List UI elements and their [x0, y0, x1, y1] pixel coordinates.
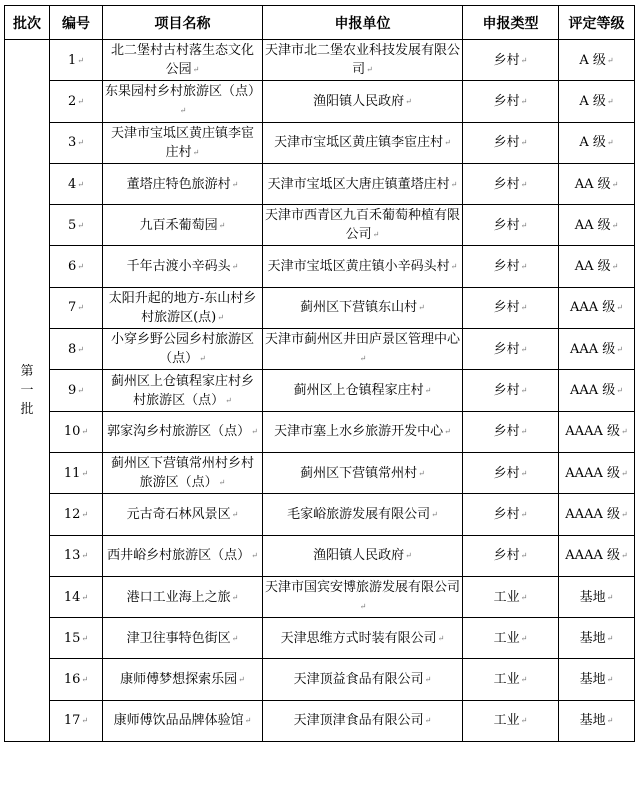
paragraph-mark-icon: ↵ — [520, 551, 528, 561]
row-number-text: 4 — [68, 176, 77, 192]
paragraph-mark-icon: ↵ — [199, 354, 206, 364]
paragraph-mark-icon: ↵ — [77, 96, 84, 106]
applicant-unit — [263, 329, 463, 370]
rating-grade — [559, 40, 635, 81]
rating-grade — [559, 411, 635, 452]
row-number — [50, 205, 103, 246]
applicant-unit — [263, 700, 463, 741]
project-name — [103, 659, 263, 700]
row-number-text: 7 — [68, 300, 77, 316]
rating-grade — [559, 576, 635, 617]
table-row — [5, 535, 635, 576]
table-row — [5, 287, 635, 328]
row-number — [50, 287, 103, 328]
application-type — [463, 659, 559, 700]
paragraph-mark-icon: ↵ — [231, 509, 239, 519]
paragraph-mark-icon: ↵ — [444, 138, 451, 148]
paragraph-mark-icon: ↵ — [231, 592, 239, 602]
rating-grade — [559, 618, 635, 659]
application-type-text: 乡村 — [493, 383, 520, 399]
rating-grade-text: AA 级 — [574, 217, 611, 233]
paragraph-mark-icon: ↵ — [231, 633, 239, 643]
row-number-text: 9 — [68, 383, 77, 399]
paragraph-mark-icon: ↵ — [620, 509, 628, 519]
rating-grade-text: 基地 — [579, 672, 606, 688]
rating-grade-text: AAAA 级 — [565, 506, 620, 522]
row-number-text: 8 — [68, 341, 77, 357]
applicant-unit — [263, 494, 463, 535]
application-type-text: 乡村 — [493, 52, 520, 68]
applicant-unit-text: 蓟州区上仓镇程家庄村 — [293, 383, 424, 399]
row-number — [50, 81, 103, 122]
applicant-unit-text: 天津思维方式时装有限公司 — [280, 630, 437, 646]
table-row — [5, 576, 635, 617]
paragraph-mark-icon: ↵ — [616, 344, 623, 354]
row-number-text: 17 — [63, 713, 81, 729]
table-header-row — [5, 6, 635, 40]
row-number-text: 14 — [63, 589, 81, 605]
rating-grade-text: A 级 — [579, 93, 606, 109]
paragraph-mark-icon: ↵ — [77, 344, 84, 354]
project-name-text: 西井峪乡村旅游区（点） — [107, 548, 251, 564]
project-name-text: 元古奇石林风景区 — [126, 506, 231, 522]
paragraph-mark-icon: ↵ — [77, 55, 84, 65]
paragraph-mark-icon: ↵ — [611, 262, 619, 272]
project-name-text: 北二堡村古村落生态文化公园 — [110, 43, 254, 78]
row-number — [50, 246, 103, 287]
project-name — [103, 370, 263, 411]
applicant-unit-text: 蓟州区下营镇常州村 — [300, 465, 418, 481]
row-number — [50, 659, 103, 700]
row-number — [50, 163, 103, 204]
table-row — [5, 618, 635, 659]
rating-grade-text: AAAA 级 — [565, 548, 620, 564]
applicant-unit — [263, 246, 463, 287]
paragraph-mark-icon: ↵ — [520, 55, 528, 65]
application-type-text: 乡村 — [493, 300, 520, 316]
application-type-text: 工业 — [493, 630, 520, 646]
paragraph-mark-icon: ↵ — [418, 303, 425, 313]
rating-grade — [559, 452, 635, 493]
paragraph-mark-icon: ↵ — [520, 220, 528, 230]
row-number-text: 5 — [68, 217, 77, 233]
applicant-unit-text: 天津市西青区九百禾葡萄种植有限公司 — [265, 208, 461, 243]
rating-grade-text: AAAA 级 — [565, 465, 620, 481]
paragraph-mark-icon: ↵ — [405, 551, 412, 561]
applicant-unit — [263, 618, 463, 659]
project-name — [103, 452, 263, 493]
header-no: 编号 — [50, 6, 103, 40]
row-number — [50, 535, 103, 576]
row-number — [50, 329, 103, 370]
row-number-text: 1 — [68, 52, 77, 68]
paragraph-mark-icon: ↵ — [359, 602, 367, 611]
row-number-text: 12 — [63, 506, 81, 522]
project-name-text: 太阳升起的地方-东山村乡村旅游区(点) — [108, 290, 257, 325]
project-name-text: 董塔庄特色旅游村 — [126, 176, 231, 192]
rating-grade — [559, 494, 635, 535]
applicant-unit-text: 渔阳镇人民政府 — [313, 548, 405, 564]
rating-grade-text: AA 级 — [574, 259, 611, 275]
paragraph-mark-icon: ↵ — [606, 633, 614, 643]
rating-grade-text: A 级 — [579, 52, 606, 68]
row-number-text: 10 — [63, 424, 81, 440]
applicant-unit — [263, 452, 463, 493]
row-number-text: 2 — [68, 93, 77, 109]
paragraph-mark-icon: ↵ — [520, 344, 528, 354]
applicant-unit — [263, 81, 463, 122]
rating-grade-text: A 级 — [579, 135, 606, 151]
table-row — [5, 494, 635, 535]
rating-grade-text: AA 级 — [574, 176, 611, 192]
table-row — [5, 122, 635, 163]
paragraph-mark-icon: ↵ — [606, 55, 614, 65]
paragraph-mark-icon: ↵ — [77, 386, 84, 396]
paragraph-mark-icon: ↵ — [418, 468, 425, 478]
application-type-text: 工业 — [493, 713, 520, 729]
paragraph-mark-icon: ↵ — [444, 427, 451, 437]
paragraph-mark-icon: ↵ — [251, 551, 258, 561]
paragraph-mark-icon: ↵ — [520, 96, 528, 106]
paragraph-mark-icon: ↵ — [372, 230, 380, 240]
application-type — [463, 700, 559, 741]
paragraph-mark-icon: ↵ — [218, 220, 226, 230]
table-row — [5, 659, 635, 700]
applicant-unit — [263, 122, 463, 163]
application-type — [463, 618, 559, 659]
paragraph-mark-icon: ↵ — [611, 179, 619, 189]
application-type — [463, 452, 559, 493]
project-name-text: 港口工业海上之旅 — [126, 589, 231, 605]
row-number — [50, 370, 103, 411]
paragraph-mark-icon: ↵ — [606, 716, 614, 726]
project-name-text: 康师傅饮品品牌体验馆 — [113, 713, 244, 729]
paragraph-mark-icon: ↵ — [520, 262, 528, 272]
table-row — [5, 700, 635, 741]
application-type-text: 乡村 — [493, 424, 520, 440]
paragraph-mark-icon: ↵ — [77, 220, 84, 230]
rating-grade-text: AAA 级 — [569, 341, 616, 357]
paragraph-mark-icon: ↵ — [520, 675, 528, 685]
project-name — [103, 700, 263, 741]
paragraph-mark-icon: ↵ — [520, 592, 528, 602]
header-batch: 批次 — [5, 6, 50, 40]
rating-grade — [559, 329, 635, 370]
project-name — [103, 411, 263, 452]
table-row — [5, 329, 635, 370]
paragraph-mark-icon: ↵ — [81, 509, 89, 519]
row-number-text: 16 — [63, 672, 81, 688]
paragraph-mark-icon: ↵ — [77, 138, 84, 148]
row-number-text: 6 — [68, 259, 77, 275]
paragraph-mark-icon: ↵ — [81, 592, 89, 602]
application-type-text: 乡村 — [493, 465, 520, 481]
paragraph-mark-icon: ↵ — [520, 468, 528, 478]
applicant-unit — [263, 40, 463, 81]
project-name — [103, 535, 263, 576]
paragraph-mark-icon: ↵ — [81, 468, 89, 478]
header-unit: 申报单位 — [263, 6, 463, 40]
paragraph-mark-icon: ↵ — [520, 138, 528, 148]
paragraph-mark-icon: ↵ — [606, 592, 614, 602]
table-row — [5, 81, 635, 122]
project-name-text: 东果园村乡村旅游区（点） — [105, 84, 262, 100]
paragraph-mark-icon: ↵ — [620, 427, 628, 437]
paragraph-mark-icon: ↵ — [616, 303, 623, 313]
applicant-unit — [263, 205, 463, 246]
application-type — [463, 163, 559, 204]
rating-grade-text: 基地 — [579, 589, 606, 605]
project-name-text: 蓟州区上仓镇程家庄村乡村旅游区（点） — [110, 373, 254, 408]
rating-grade — [559, 659, 635, 700]
paragraph-mark-icon: ↵ — [520, 509, 528, 519]
application-type — [463, 40, 559, 81]
header-grade: 评定等级 — [559, 6, 635, 40]
project-name-text: 蓟州区下营镇常州村乡村旅游区（点） — [110, 456, 254, 491]
row-number-text: 15 — [63, 630, 81, 646]
application-type — [463, 576, 559, 617]
row-number-text: 13 — [63, 548, 81, 564]
applicant-unit-text: 蓟州区下营镇东山村 — [300, 300, 418, 316]
rating-grade — [559, 205, 635, 246]
paragraph-mark-icon: ↵ — [431, 509, 438, 519]
applicant-unit-text: 天津顶津食品有限公司 — [293, 713, 424, 729]
paragraph-mark-icon: ↵ — [450, 179, 458, 189]
project-name — [103, 163, 263, 204]
project-name-text: 津卫往事特色街区 — [126, 630, 231, 646]
paragraph-mark-icon: ↵ — [238, 675, 245, 685]
project-name-text: 郭家沟乡村旅游区（点） — [107, 424, 251, 440]
paragraph-mark-icon: ↵ — [81, 551, 89, 561]
project-name-text: 九百禾葡萄园 — [139, 217, 218, 233]
application-type-text: 乡村 — [493, 506, 520, 522]
application-type — [463, 494, 559, 535]
row-number — [50, 618, 103, 659]
row-number — [50, 40, 103, 81]
table-row — [5, 246, 635, 287]
applicant-unit — [263, 287, 463, 328]
project-name — [103, 287, 263, 328]
rating-grade — [559, 81, 635, 122]
rating-grade — [559, 163, 635, 204]
paragraph-mark-icon: ↵ — [77, 179, 84, 189]
paragraph-mark-icon: ↵ — [81, 675, 89, 685]
application-type — [463, 370, 559, 411]
application-type — [463, 81, 559, 122]
paragraph-mark-icon: ↵ — [620, 468, 628, 478]
application-type-text: 乡村 — [493, 176, 520, 192]
applicant-unit-text: 天津顶益食品有限公司 — [293, 672, 424, 688]
applicant-unit-text: 天津市北二堡农业科技发展有限公司 — [265, 43, 461, 78]
project-name — [103, 81, 263, 122]
project-name — [103, 40, 263, 81]
table-row — [5, 452, 635, 493]
row-number — [50, 452, 103, 493]
application-type — [463, 411, 559, 452]
paragraph-mark-icon: ↵ — [231, 262, 239, 272]
table-row — [5, 205, 635, 246]
rating-grade — [559, 700, 635, 741]
paragraph-mark-icon: ↵ — [450, 262, 458, 272]
paragraph-mark-icon: ↵ — [244, 716, 252, 726]
paragraph-mark-icon: ↵ — [616, 386, 623, 396]
project-name-text: 康师傅梦想探索乐园 — [120, 672, 238, 688]
paragraph-mark-icon: ↵ — [405, 96, 412, 106]
application-type — [463, 246, 559, 287]
paragraph-mark-icon: ↵ — [620, 551, 628, 561]
application-type-text: 乡村 — [493, 135, 520, 151]
applicant-unit-text: 天津市蓟州区井田庐景区管理中心 — [265, 332, 461, 348]
application-type — [463, 287, 559, 328]
paragraph-mark-icon: ↵ — [77, 303, 84, 313]
paragraph-mark-icon: ↵ — [606, 675, 614, 685]
rating-grade — [559, 122, 635, 163]
applicant-unit — [263, 535, 463, 576]
paragraph-mark-icon: ↵ — [520, 179, 528, 189]
paragraph-mark-icon: ↵ — [606, 138, 614, 148]
table-row — [5, 411, 635, 452]
project-name-text: 天津市宝坻区黄庄镇李宦庄村 — [110, 125, 254, 160]
project-name — [103, 205, 263, 246]
paragraph-mark-icon: ↵ — [231, 179, 239, 189]
paragraph-mark-icon: ↵ — [424, 675, 432, 685]
row-number — [50, 576, 103, 617]
applicant-unit-text: 天津市塞上水乡旅游开发中心 — [274, 424, 444, 440]
application-type-text: 工业 — [493, 589, 520, 605]
paragraph-mark-icon: ↵ — [192, 147, 200, 157]
paragraph-mark-icon: ↵ — [520, 303, 528, 313]
application-type-text: 工业 — [493, 672, 520, 688]
application-type — [463, 122, 559, 163]
project-name — [103, 122, 263, 163]
applicant-unit-text: 毛家峪旅游发展有限公司 — [287, 506, 431, 522]
header-name: 项目名称 — [103, 6, 263, 40]
tourism-grade-table — [4, 5, 635, 742]
paragraph-mark-icon: ↵ — [217, 312, 224, 322]
rating-grade-text: 基地 — [579, 630, 606, 646]
application-type-text: 乡村 — [493, 217, 520, 233]
paragraph-mark-icon: ↵ — [81, 633, 89, 643]
table-row — [5, 40, 635, 81]
paragraph-mark-icon: ↵ — [81, 427, 89, 437]
table-row — [5, 163, 635, 204]
rating-grade-text: 基地 — [579, 713, 606, 729]
row-number-text: 11 — [63, 465, 81, 481]
project-name — [103, 618, 263, 659]
batch-label: 第 一 批 — [20, 364, 34, 418]
row-number — [50, 700, 103, 741]
paragraph-mark-icon: ↵ — [366, 65, 373, 75]
paragraph-mark-icon: ↵ — [179, 106, 187, 116]
applicant-unit-text: 渔阳镇人民政府 — [313, 93, 405, 109]
application-type — [463, 205, 559, 246]
paragraph-mark-icon: ↵ — [77, 262, 84, 272]
row-number-text: 3 — [68, 135, 77, 151]
paragraph-mark-icon: ↵ — [81, 716, 89, 726]
row-number — [50, 494, 103, 535]
project-name — [103, 494, 263, 535]
rating-grade-text: AAA 级 — [569, 383, 616, 399]
paragraph-mark-icon: ↵ — [192, 65, 200, 75]
applicant-unit — [263, 370, 463, 411]
application-type-text: 乡村 — [493, 259, 520, 275]
project-name — [103, 576, 263, 617]
applicant-unit — [263, 411, 463, 452]
row-number — [50, 122, 103, 163]
project-name — [103, 246, 263, 287]
row-number — [50, 411, 103, 452]
rating-grade — [559, 370, 635, 411]
rating-grade — [559, 246, 635, 287]
application-type — [463, 535, 559, 576]
rating-grade — [559, 287, 635, 328]
paragraph-mark-icon: ↵ — [424, 386, 432, 396]
paragraph-mark-icon: ↵ — [424, 716, 432, 726]
application-type-text: 乡村 — [493, 341, 520, 357]
project-name — [103, 329, 263, 370]
applicant-unit-text: 天津市宝坻区大唐庄镇董塔庄村 — [267, 176, 450, 192]
applicant-unit-text: 天津市国宾安博旅游发展有限公司 — [265, 580, 461, 595]
paragraph-mark-icon: ↵ — [218, 478, 226, 488]
applicant-unit-text: 天津市宝坻区黄庄镇李宦庄村 — [274, 135, 444, 151]
paragraph-mark-icon: ↵ — [606, 96, 614, 106]
applicant-unit — [263, 576, 463, 617]
applicant-unit — [263, 659, 463, 700]
rating-grade-text: AAAA 级 — [565, 424, 620, 440]
paragraph-mark-icon: ↵ — [611, 220, 619, 230]
paragraph-mark-icon: ↵ — [251, 427, 258, 437]
applicant-unit — [263, 163, 463, 204]
paragraph-mark-icon: ↵ — [520, 633, 528, 643]
rating-grade-text: AAA 级 — [569, 300, 616, 316]
batch-cell — [5, 40, 50, 742]
paragraph-mark-icon: ↵ — [520, 427, 528, 437]
paragraph-mark-icon: ↵ — [359, 354, 367, 364]
paragraph-mark-icon: ↵ — [437, 633, 445, 643]
paragraph-mark-icon: ↵ — [520, 716, 528, 726]
paragraph-mark-icon: ↵ — [225, 395, 232, 405]
rating-grade — [559, 535, 635, 576]
project-name-text: 小穿乡野公园乡村旅游区（点） — [110, 332, 254, 367]
application-type-text: 乡村 — [493, 548, 520, 564]
application-type — [463, 329, 559, 370]
paragraph-mark-icon: ↵ — [520, 386, 528, 396]
table-row — [5, 370, 635, 411]
header-type: 申报类型 — [463, 6, 559, 40]
project-name-text: 千年古渡小辛码头 — [126, 259, 231, 275]
applicant-unit-text: 天津市宝坻区黄庄镇小辛码头村 — [267, 259, 450, 275]
application-type-text: 乡村 — [493, 93, 520, 109]
